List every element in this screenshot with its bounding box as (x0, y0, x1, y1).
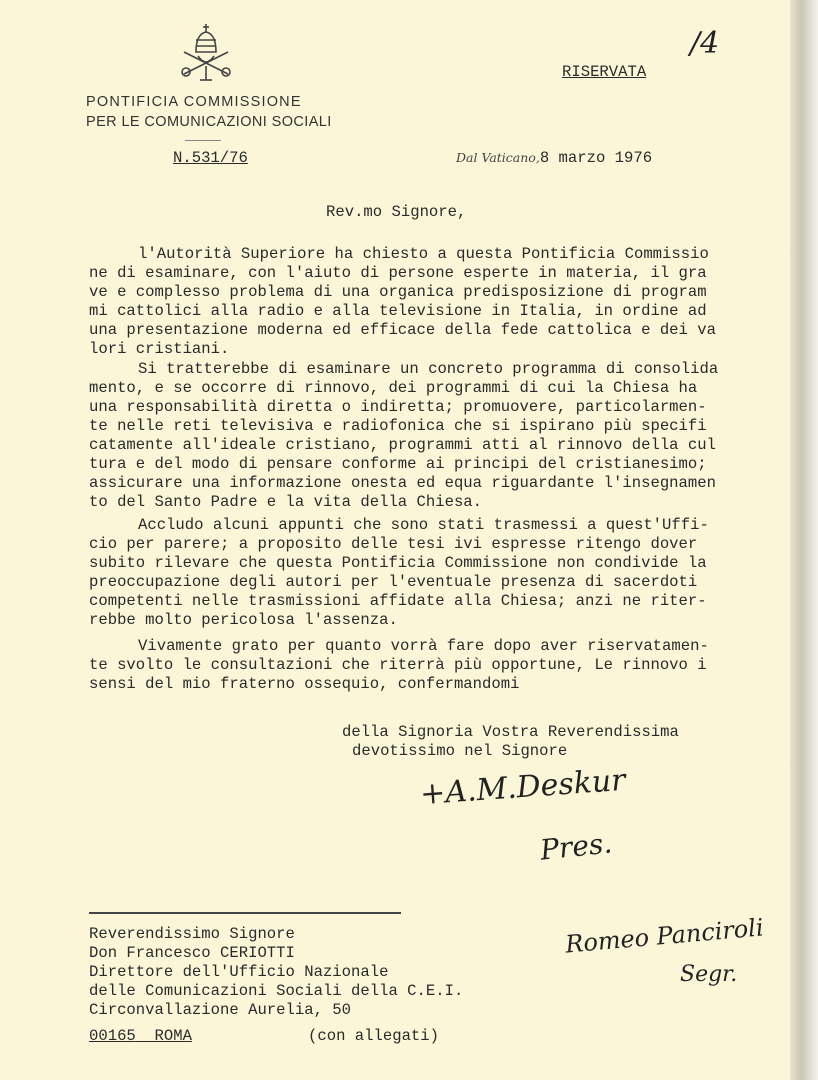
closing-line: della Signoria Vostra Reverendissima (342, 723, 679, 741)
classification-label: RISERVATA (562, 63, 647, 81)
date: 8 marzo 1976 (539, 149, 653, 167)
recipient-address (89, 925, 463, 1020)
text-line: mi cattolici alla radio e alla televisione in Italia, in ordine ad (89, 302, 707, 320)
enclosure-note: (con allegati) (308, 1027, 440, 1045)
address-line: delle Comunicazioni Sociali della C.E.I. (89, 982, 464, 1000)
text-line: subito rilevare che questa Pontificia Commissione non condivide la (89, 554, 707, 572)
papal-emblem-icon (178, 22, 234, 84)
text-line: Si tratterebbe di esaminare un concreto programma di consolida (138, 360, 719, 378)
paragraph-4 (89, 637, 709, 694)
place-prefix: Dal Vaticano, (456, 150, 540, 165)
secretary-title: Segr. (680, 962, 738, 987)
postal-line (89, 1027, 192, 1045)
president-title: Pres. (538, 826, 614, 867)
separator-rule (89, 912, 401, 914)
address-line: Reverendissimo Signore (89, 925, 295, 943)
text-line: cio per parere; a proposito delle tesi ivi espresse ritengo dover (89, 535, 698, 553)
address-line: Direttore dell'Ufficio Nazionale (89, 963, 389, 981)
letterhead-line2: PER LE COMUNICAZIONI SOCIALI (86, 114, 332, 130)
address-line: Don Francesco CERIOTTI (89, 944, 295, 962)
text-line: lori cristiani. (89, 340, 230, 358)
text-line: assicurare una informazione onesta ed equa riguardante l'insegnamen (89, 474, 716, 492)
text-line: te nelle reti televisiva e radiofonica che si ispirano più specifi (89, 417, 707, 435)
text-line: competenti nelle trasmissioni affidate alla Chiesa; anzi ne riter- (89, 592, 707, 610)
text-line: ne di esaminare, con l'aiuto di persone esperte in materia, il gra (89, 264, 707, 282)
salutation: Rev.mo Signore, (326, 203, 467, 221)
text-line: preoccupazione degli autori per l'eventuale presenza di sacerdoti (89, 573, 698, 591)
text-line: Accludo alcuni appunti che sono stati trasmessi a quest'Uffi- (138, 516, 709, 534)
text-line: tura e del modo di pensare conforme ai principi del cristianesimo; (89, 455, 707, 473)
text-line: rebbe molto pericolosa l'assenza. (89, 611, 398, 629)
text-line: Vivamente grato per quanto vorrà fare dopo aver riservatamen- (138, 637, 709, 655)
paragraph-2 (89, 360, 718, 512)
text-line: ve e complesso problema di una organica predisposizione di program (89, 283, 707, 301)
address-line: Circonvallazione Aurelia, 50 (89, 1001, 352, 1019)
postal-code: 00165 (89, 1027, 136, 1045)
date-line (456, 149, 652, 167)
page-edge (790, 0, 818, 1080)
letterhead-line1: PONTIFICIA COMMISSIONE (86, 94, 302, 110)
text-line: una responsabilità diretta o indiretta; promuovere, particolarmen- (89, 398, 707, 416)
city: ROMA (154, 1027, 192, 1045)
text-line: sensi del mio fraterno ossequio, confermandomi (89, 675, 520, 693)
text-line: mento, e se occorre di rinnovo, dei programmi di cui la Chiesa ha (89, 379, 698, 397)
handwritten-mark: /4 (690, 26, 720, 61)
paragraph-3 (89, 516, 709, 630)
closing (342, 723, 679, 761)
text-line: te svolto le consultazioni che riterrà più opportune, Le rinnovo i (89, 656, 707, 674)
text-line: l'Autorità Superiore ha chiesto a questa Pontificia Commissio (138, 245, 709, 263)
paragraph-1 (89, 245, 716, 359)
president-signature: +A.M.Deskur (419, 762, 627, 813)
text-line: una presentazione moderna ed efficace della fede cattolica e dei va (89, 321, 716, 339)
reference-number: N.531/76 (173, 149, 248, 167)
closing-line: devotissimo nel Signore (352, 742, 568, 760)
secretary-signature: Romeo Panciroli (564, 913, 765, 959)
divider (185, 140, 221, 141)
text-line: to del Santo Padre e la vita della Chiesa. (89, 493, 483, 511)
text-line: catamente all'ideale cristiano, programmi atti al rinnovo della cul (89, 436, 716, 454)
